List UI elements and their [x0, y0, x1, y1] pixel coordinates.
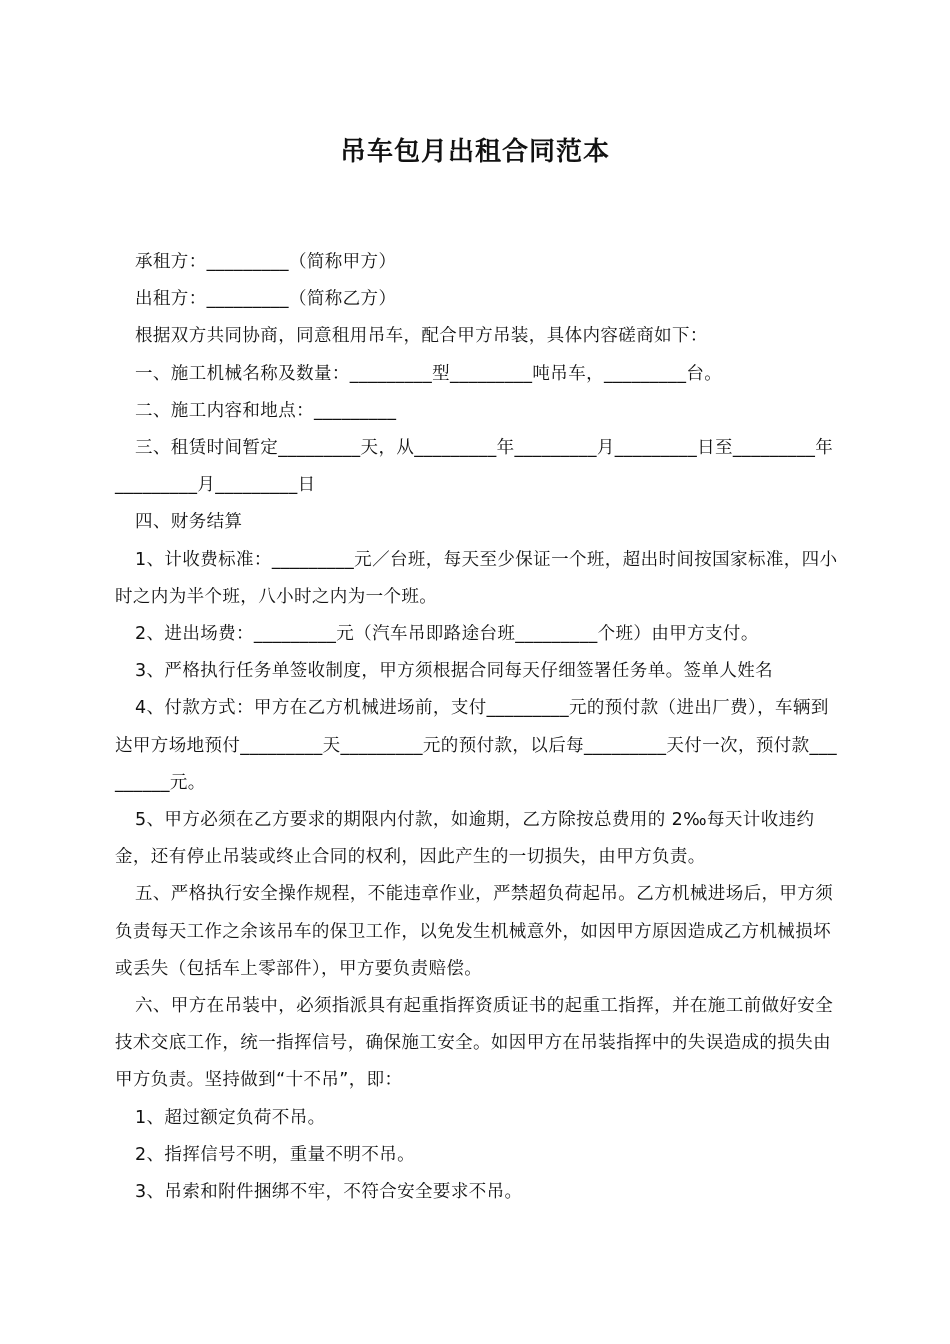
clause-4-item-4: 4、付款方式：甲方在乙方机械进场前，支付_________元的预付款（进出厂费），车辆到达甲方场地预付_________天_________元的预付款，以后每_________天付一次，预付款_________元。: [115, 698, 837, 793]
lessor-line: 出租方：_________（简称乙方）: [135, 289, 397, 310]
clause-4-item-2: 2、进出场费：_________元（汽车吊即路途台班_________个班）由甲方支付。: [135, 624, 759, 645]
clause-2-location: 二、施工内容和地点：_________: [135, 400, 397, 421]
rule-item-1: 1、超过额定负荷不吊。: [135, 1107, 326, 1128]
clause-4-item-3: 3、严格执行任务单签收制度，甲方须根据合同每天仔细签署任务单。签单人姓名: [135, 661, 774, 682]
clause-6-command: 六、甲方在吊装中，必须指派具有起重指挥资质证书的起重工指挥，并在施工前做好安全技术交底工作，统一指挥信号，确保施工安全。如因甲方在吊装指挥中的失误造成的损失由甲方负责。坚持做到“十不吊”，即：: [115, 996, 834, 1091]
clause-4-heading: 四、财务结算: [135, 512, 243, 533]
clause-5-safety: 五、严格执行安全操作规程，不能违章作业，严禁超负荷起吊。乙方机械进场后，甲方须负责每天工作之余该吊车的保卫工作，以免发生机械意外，如因甲方原因造成乙方机械损坏或丢失（包括车上零部件），甲方要负责赔偿。: [115, 884, 834, 979]
clause-4-item-5: 5、甲方必须在乙方要求的期限内付款，如逾期，乙方除按总费用的 2‰每天计收违约金，还有停止吊装或终止合同的权利，因此产生的一切损失，由甲方负责。: [115, 810, 815, 868]
document-body: [115, 244, 840, 1211]
clause-3-period: 三、租赁时间暂定_________天，从_________年_________月_________日至_________年_________月_________日: [115, 438, 834, 496]
document-title: 吊车包月出租合同范本: [339, 137, 610, 167]
rule-item-2: 2、指挥信号不明，重量不明不吊。: [135, 1144, 416, 1165]
preamble: 根据双方共同协商，同意租用吊车，配合甲方吊装，具体内容磋商如下：: [135, 326, 708, 347]
rule-item-3: 3、吊索和附件捆绑不牢，不符合安全要求不吊。: [135, 1182, 523, 1203]
clause-4-item-1: 1、计收费标准：_________元／台班，每天至少保证一个班，超出时间按国家标准，四小时之内为半个班，八小时之内为一个班。: [115, 549, 838, 607]
clause-1-machinery: 一、施工机械名称及数量：_________型_________吨吊车，_________台。: [135, 363, 723, 384]
lessee-line: 承租方：_________（简称甲方）: [135, 252, 397, 272]
